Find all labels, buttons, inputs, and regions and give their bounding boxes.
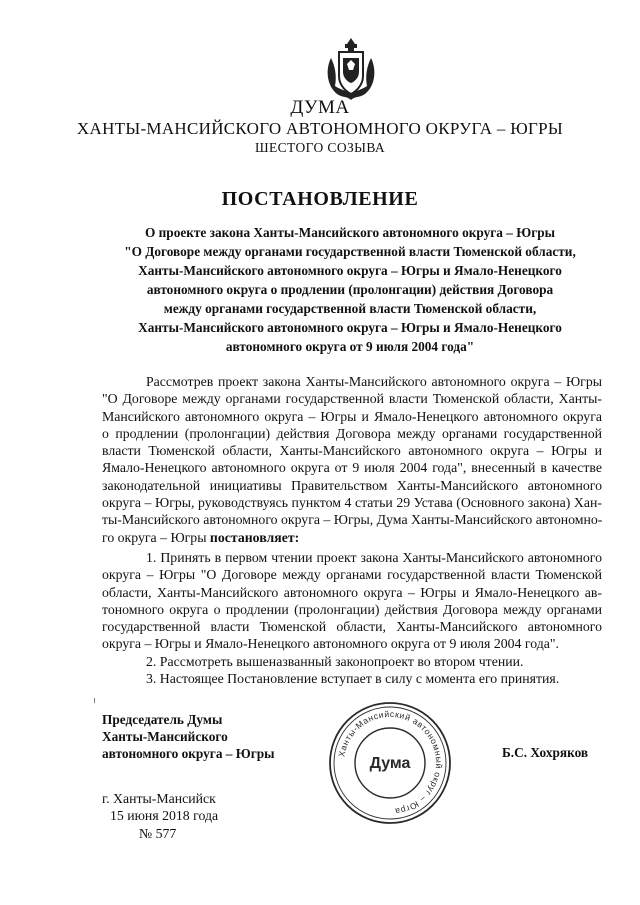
position-line: Ханты-Мансийского — [102, 729, 228, 744]
convocation: ШЕСТОГО СОЗЫВА — [254, 140, 386, 155]
title-line: автономного округа от 9 июля 2004 года" — [225, 339, 475, 354]
coat-of-arms-emblem-icon — [323, 36, 379, 102]
resolution-item-1-line: тономного округа о продлении (пролонгации) действия Договора между органами — [102, 601, 602, 617]
preamble-line: власти Тюменской области, Ханты-Мансийского автономного округа – Югры и — [102, 443, 602, 459]
preamble-line: "О Договоре между органами государственной власти Тюменской области, Ханты- — [102, 391, 602, 407]
resolution-item-2: 2. Рассмотреть вышеназванный законопроект во втором чтении. — [146, 653, 524, 669]
title-line: "О Договоре между органами государственной власти Тюменской области, — [124, 244, 576, 259]
document-type: ПОСТАНОВЛЕНИЕ — [221, 188, 419, 210]
preamble-last-line — [102, 529, 602, 546]
resolution-item-3: 3. Настоящее Постановление вступает в силу с момента его принятия. — [146, 671, 560, 687]
title-line: Ханты-Мансийского автономного округа – Югры и Ямало-Ненецкого — [138, 320, 562, 335]
place-of-signing: г. Ханты-Мансийск — [102, 791, 216, 806]
position-line: Председатель Думы — [102, 712, 223, 727]
preamble-paragraph — [102, 373, 602, 546]
resolutions-list — [102, 549, 602, 687]
stamp-center-text: Дума — [369, 755, 411, 772]
title-line: Ханты-Мансийского автономного округа – Югры и Ямало-Ненецкого — [138, 263, 562, 278]
preamble-line: ты-Мансийского автономного округа – Югры, Дума Ханты-Мансийского автономно- — [102, 512, 603, 528]
position-line: автономного округа – Югры — [102, 746, 275, 761]
preamble-line: Мансийского автономного округа – Югры и Ямало-Ненецкого автономного округа — [102, 408, 602, 424]
signatory-position — [102, 711, 275, 762]
resolution-item-1-line: 1. Принять в первом чтении проект закона Ханты-Мансийского автономного — [146, 550, 602, 565]
resolution-item-1-line: округа – Югры "О Договоре между органами государственной власти Тюменской — [102, 567, 602, 583]
preamble-line: округа – Югры, руководствуясь пунктом 4 статьи 29 Устава (Основного закона) Хан- — [102, 495, 602, 511]
document-number: № 577 — [139, 826, 177, 841]
title-line: О проекте закона Ханты-Мансийского автономного округа – Югры — [144, 225, 556, 240]
resolves-word: постановляет: — [209, 529, 300, 545]
preamble-line: о продлении (пролонгации) действия Договора между органами государственной — [102, 425, 602, 441]
stamp-ring-text: Ханты-Мансийский автономный округ – Югра — [336, 708, 445, 817]
preamble-line: Ямало-Ненецкого автономного округа от 9 июля 2004 года", внесенный в качестве — [102, 460, 602, 476]
official-stamp — [327, 700, 453, 826]
title-line: между органами государственной власти Тюменской области, — [163, 301, 537, 316]
document-title — [100, 223, 600, 356]
signatory-name: Б.С. Хохряков — [502, 745, 589, 760]
scan-mark — [94, 698, 95, 703]
resolution-item-1-line: государственной власти Тюменской области, Ханты-Мансийского автономного — [102, 619, 602, 635]
preamble-line: законодательной инициативы Правительством Ханты-Мансийского автономного — [102, 477, 602, 493]
preamble-line-text: го округа – Югры — [102, 529, 210, 545]
resolution-item-1-line: области, Ханты-Мансийского автономного округа – Югры и Ямало-Ненецкого ав- — [102, 584, 602, 600]
title-line: автономного округа о продлении (пролонгации) действия Договора — [146, 282, 554, 297]
region-name: ХАНТЫ-МАНСИЙСКОГО АВТОНОМНОГО ОКРУГА – ЮГРЫ — [76, 119, 564, 138]
org-name: ДУМА — [290, 97, 350, 118]
resolution-item-1-line: округа – Югры и Ямало-Ненецкого автономного округа от 9 июля 2004 года". — [102, 636, 559, 652]
signing-date: 15 июня 2018 года — [110, 808, 219, 823]
preamble-line: Рассмотрев проект закона Ханты-Мансийского автономного округа – Югры — [146, 374, 602, 389]
